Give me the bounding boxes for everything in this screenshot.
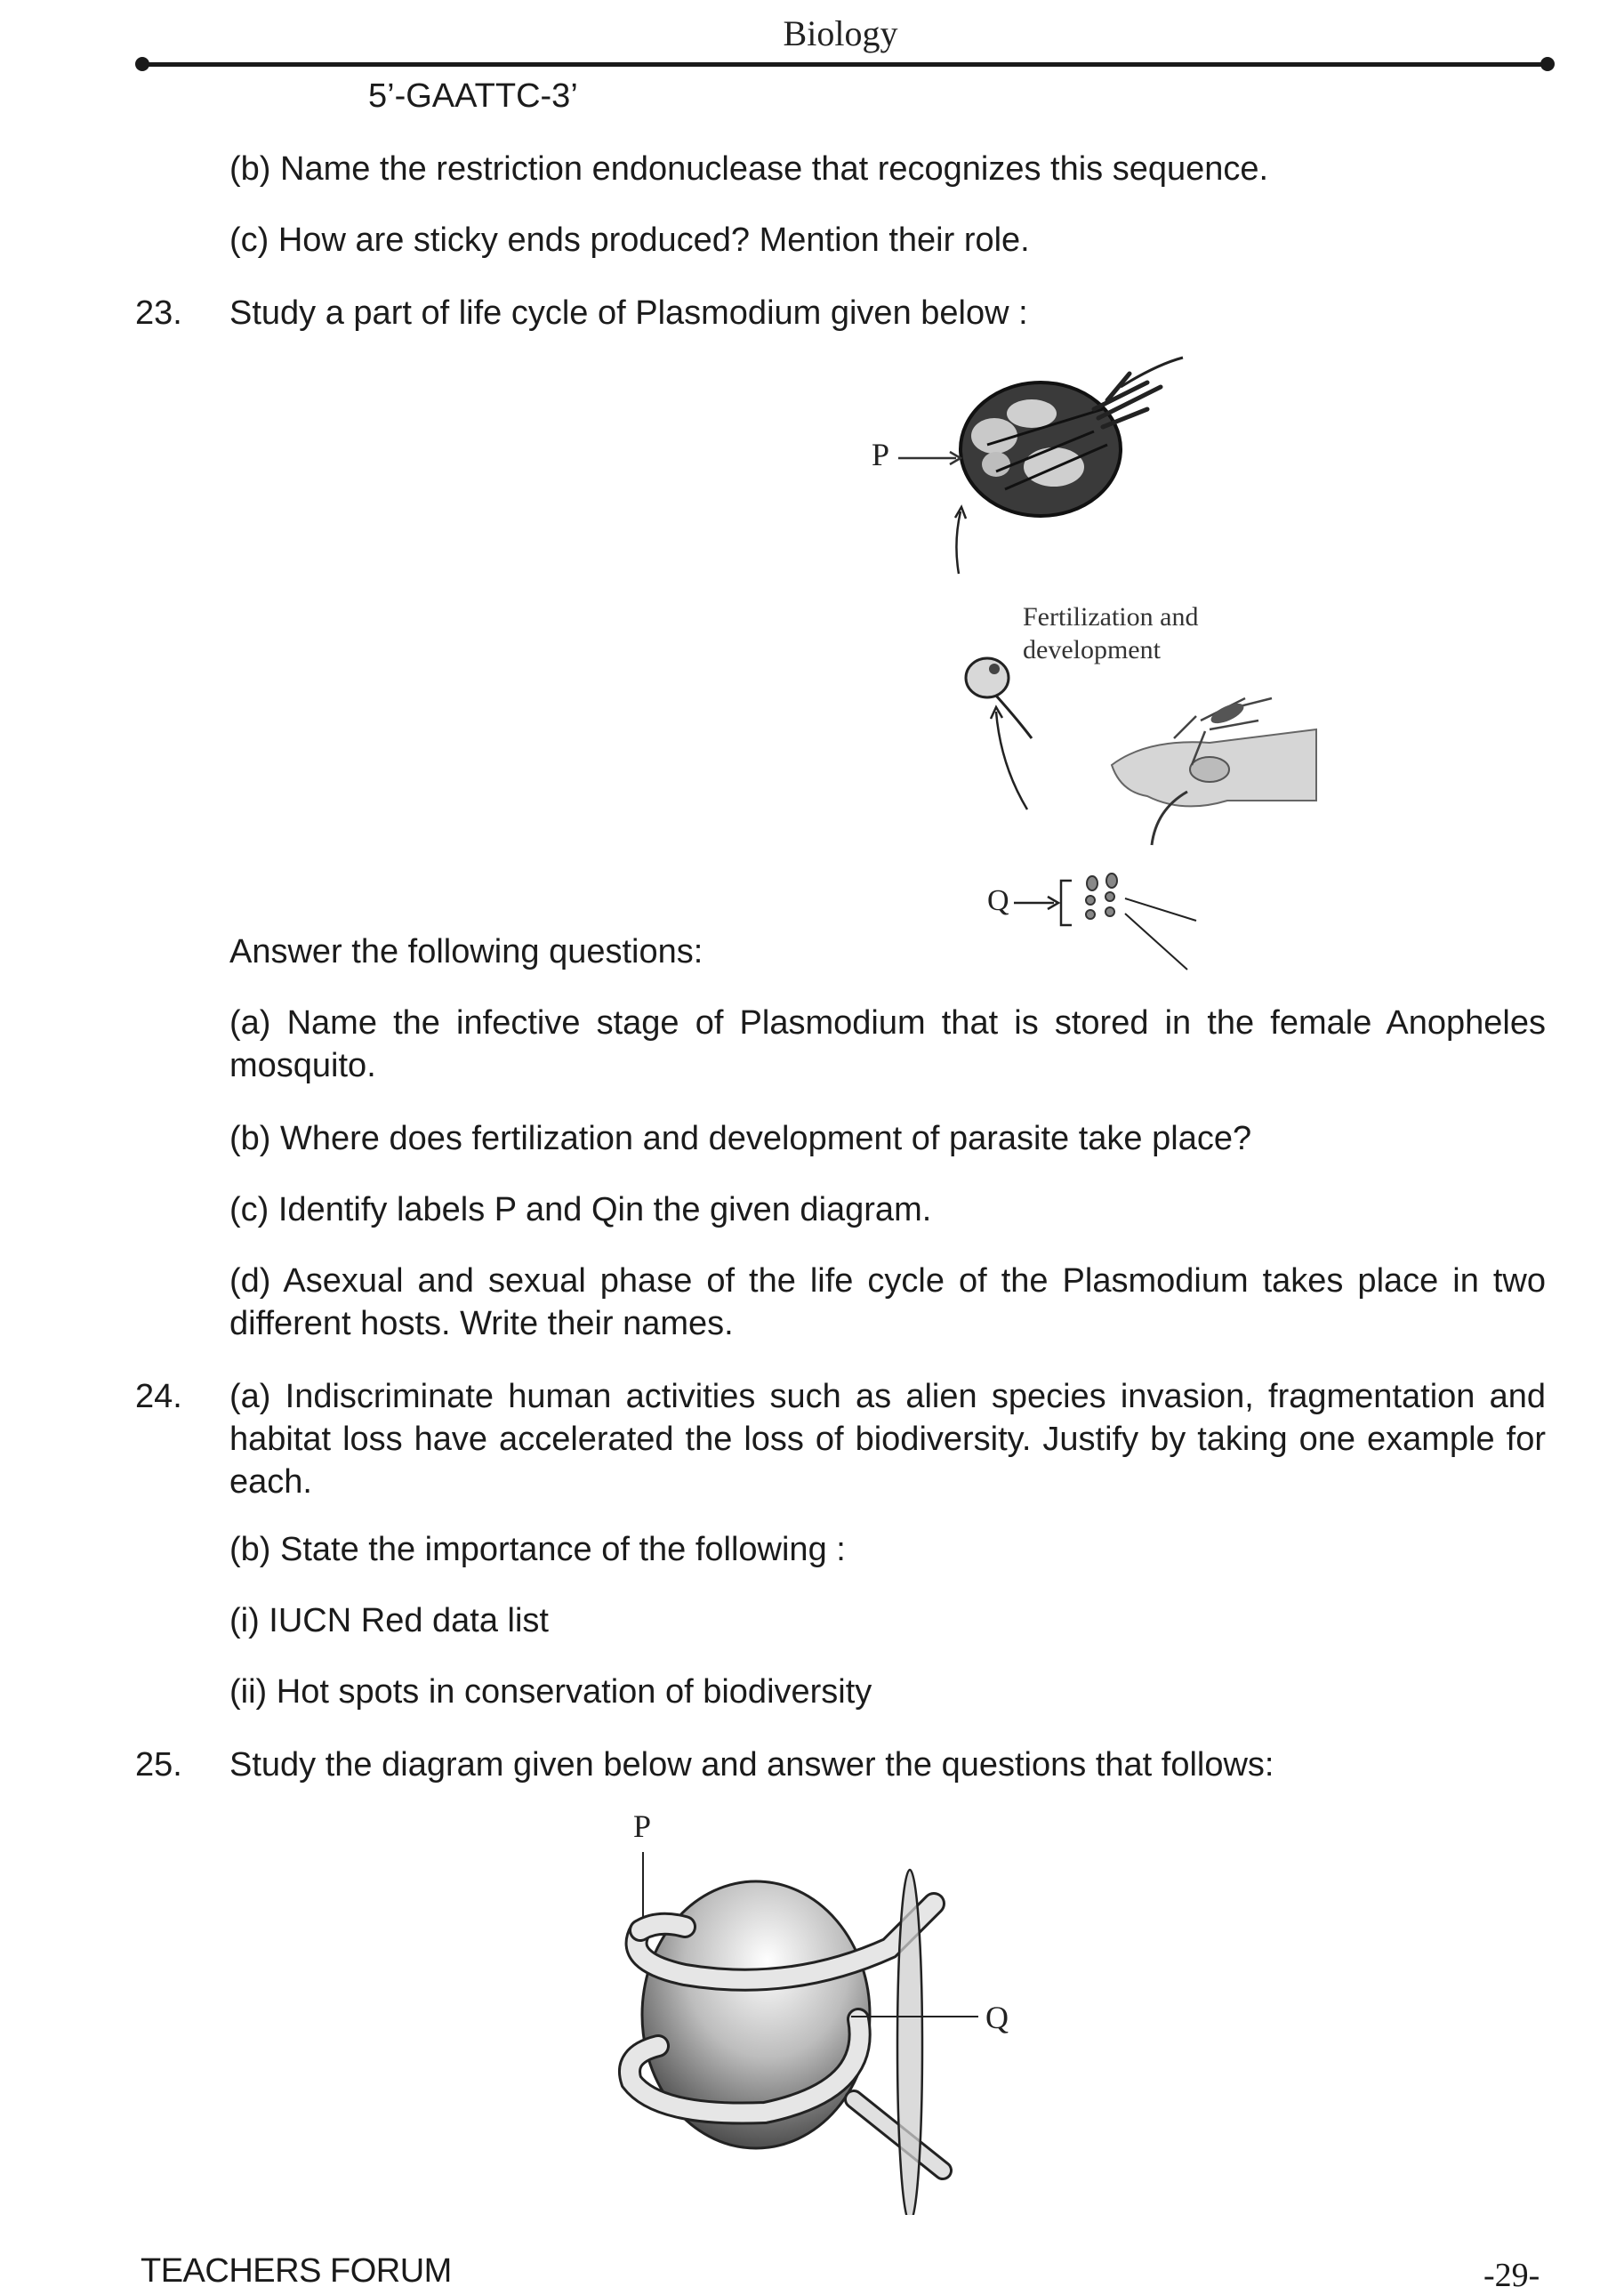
q23-part-b: (b) Where does fertilization and development of parasite take place? <box>229 1120 1252 1157</box>
plasmodium-life-cycle-figure <box>854 347 1352 987</box>
q23-stem: Study a part of life cycle of Plasmodium given below : <box>229 294 1028 332</box>
page-number: -29- <box>1483 2257 1540 2294</box>
figure-label-p: P <box>872 437 890 472</box>
oocyst-p <box>961 374 1161 516</box>
q22-part-b: (b) Name the restriction endonuclease that recognizes this sequence. <box>229 150 1269 188</box>
q25-number: 25. <box>135 1746 182 1784</box>
footer-publisher: TEACHERS FORUM <box>141 2252 452 2290</box>
running-header-subject: Biology <box>783 13 898 53</box>
figure-caption-line2: development <box>1023 635 1161 664</box>
q23-number: 23. <box>135 294 182 332</box>
figure2-label-q: Q <box>985 2000 1009 2035</box>
q23-part-a: (a) Name the infective stage of Plasmodium that is stored in the female Anopheles mosquito. <box>229 1004 1546 1084</box>
q24-part-a: (a) Indiscriminate human activities such as alien species invasion, fragmentation and habitat loss have accelerated the loss of biodiversity. Justify by taking one example for each. <box>229 1378 1546 1501</box>
q23-part-c: (c) Identify labels P and Qin the given diagram. <box>229 1191 932 1228</box>
q24-item-i: (i) IUCN Red data list <box>229 1602 549 1639</box>
q22-part-c: (c) How are sticky ends produced? Mention their role. <box>229 221 1030 259</box>
q24-number: 24. <box>135 1378 182 1415</box>
header-rule <box>141 62 1548 67</box>
figure-caption-line1: Fertilization and <box>1023 602 1199 632</box>
q24-part-b: (b) State the importance of the following : <box>229 1531 846 1568</box>
figure2-label-p: P <box>633 1808 652 1844</box>
dna-sequence: 5’-GAATTC-3’ <box>368 77 578 115</box>
figure-label-q: Q <box>987 884 1009 917</box>
hand-mosquito-drawing <box>1112 698 1316 845</box>
q24-item-ii: (ii) Hot spots in conservation of biodiversity <box>229 1673 872 1711</box>
header-rule-right-dot <box>1540 57 1555 71</box>
nucleosome-figure <box>587 1806 1032 2215</box>
q23-intro: Answer the following questions: <box>229 933 703 970</box>
q25-stem: Study the diagram given below and answer the questions that follows: <box>229 1746 1274 1784</box>
q23-part-d: (d) Asexual and sexual phase of the life cycle of the Plasmodium takes place in two different hosts. Write their names. <box>229 1262 1546 1342</box>
